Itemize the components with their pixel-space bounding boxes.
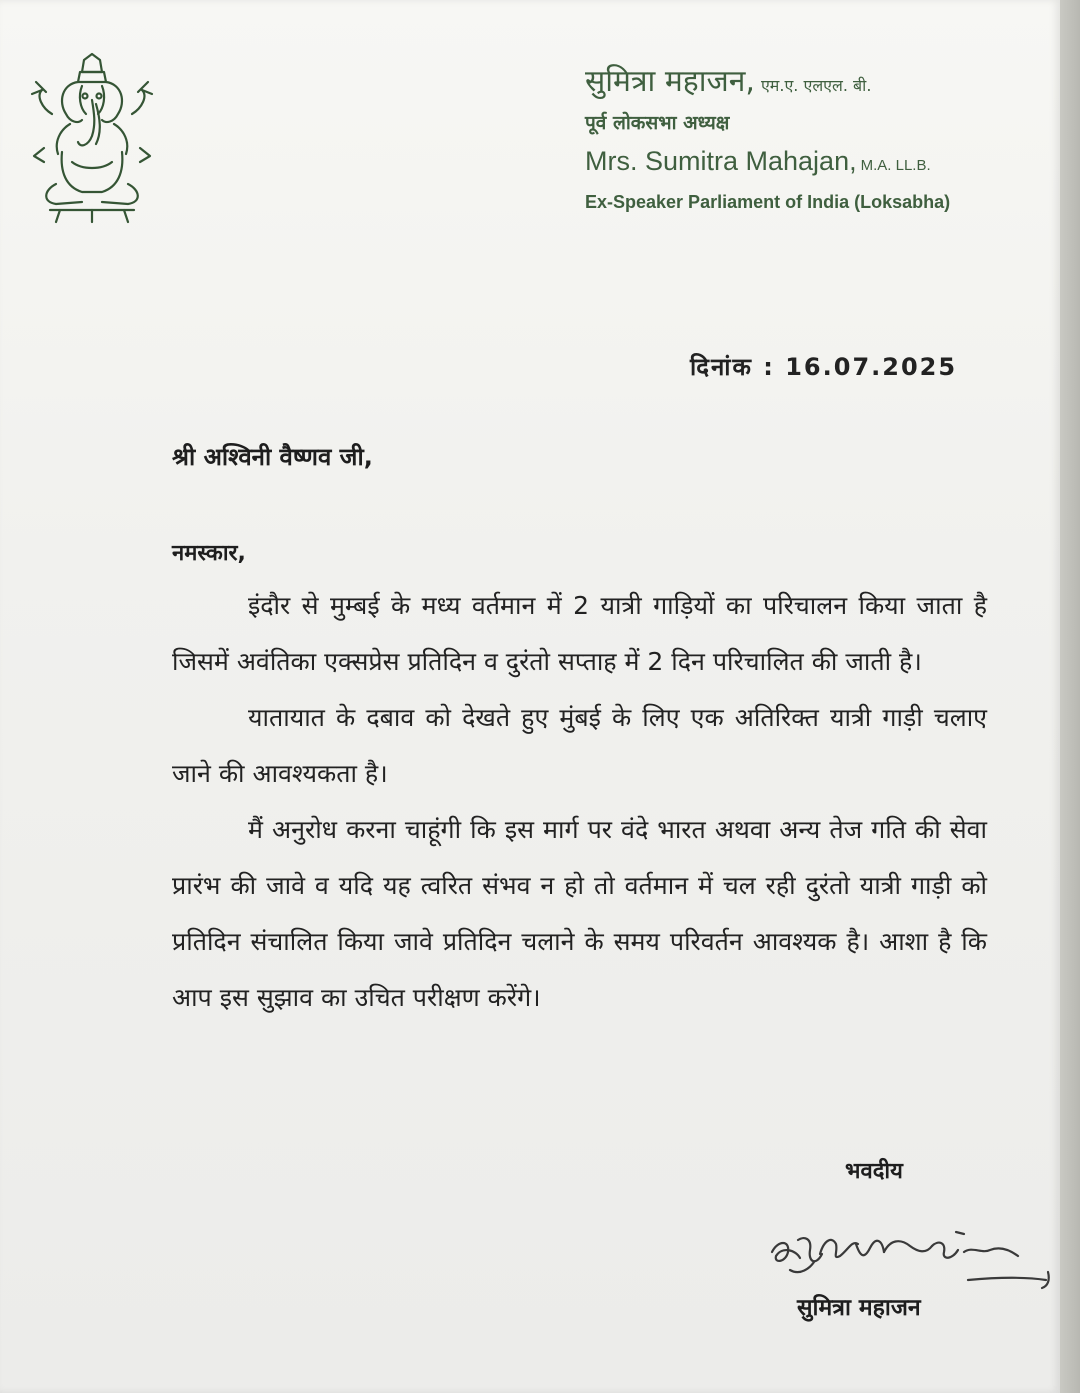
handwritten-signature bbox=[760, 1210, 1060, 1295]
letterhead-title-hindi: पूर्व लोकसभा अध्यक्ष bbox=[585, 112, 730, 134]
letterhead-name-hindi: सुमित्रा महाजन bbox=[585, 64, 746, 99]
letter-body bbox=[172, 578, 987, 1026]
body-paragraph-1: इंदौर से मुम्बई के मध्य वर्तमान में 2 यात्री गाड़ियों का परिचालन किया जाता है जिसमें अवंतिका एक्सप्रेस प्रतिदिन व दुरंतो सप्ताह में 2 दिन परिचालित की जाती है। bbox=[172, 591, 987, 676]
letterhead bbox=[585, 62, 1055, 217]
letterhead-title-english: Ex-Speaker Parliament of India (Loksabha) bbox=[585, 192, 951, 212]
letterhead-degree-hindi: एम.ए. एलएल. बी. bbox=[760, 76, 872, 95]
letterhead-degree-english: M.A. LL.B. bbox=[860, 157, 931, 174]
letterhead-name-english-line bbox=[585, 142, 1055, 185]
ganesha-emblem-icon bbox=[22, 52, 162, 227]
body-paragraph-3: मैं अनुरोध करना चाहूंगी कि इस मार्ग पर वंदे भारत अथवा अन्य तेज गति की सेवा प्रारंभ की जावे व यदि यह त्वरित संभव न हो तो वर्तमान में चल रही दुरंतो यात्री गाड़ी को प्रतिदिन संचालित किया जावे प्रतिदिन चलाने के समय परिवर्तन आवश्यक है। आशा है कि आप इस सुझाव का उचित परीक्षण करेंगे। bbox=[172, 815, 987, 1012]
body-paragraph-2: यातायात के दबाव को देखते हुए मुंबई के लिए एक अतिरिक्त यात्री गाड़ी चलाए जाने की आवश्यकता है। bbox=[172, 703, 987, 788]
closing: भवदीय bbox=[845, 1159, 903, 1184]
salutation: श्री अश्विनी वैष्णव जी, bbox=[172, 443, 373, 471]
greeting: नमस्कार, bbox=[172, 541, 246, 566]
page-edge-shadow bbox=[1060, 0, 1080, 1393]
letter-date: दिनांक : 16.07.2025 bbox=[690, 353, 958, 381]
letterhead-name-english: Mrs. Sumitra Mahajan, bbox=[585, 146, 857, 176]
letterhead-name-hindi-line: सुमित्रा महाजन, एम.ए. एलएल. बी. bbox=[585, 64, 872, 99]
signer-name: सुमित्रा महाजन bbox=[797, 1295, 921, 1321]
